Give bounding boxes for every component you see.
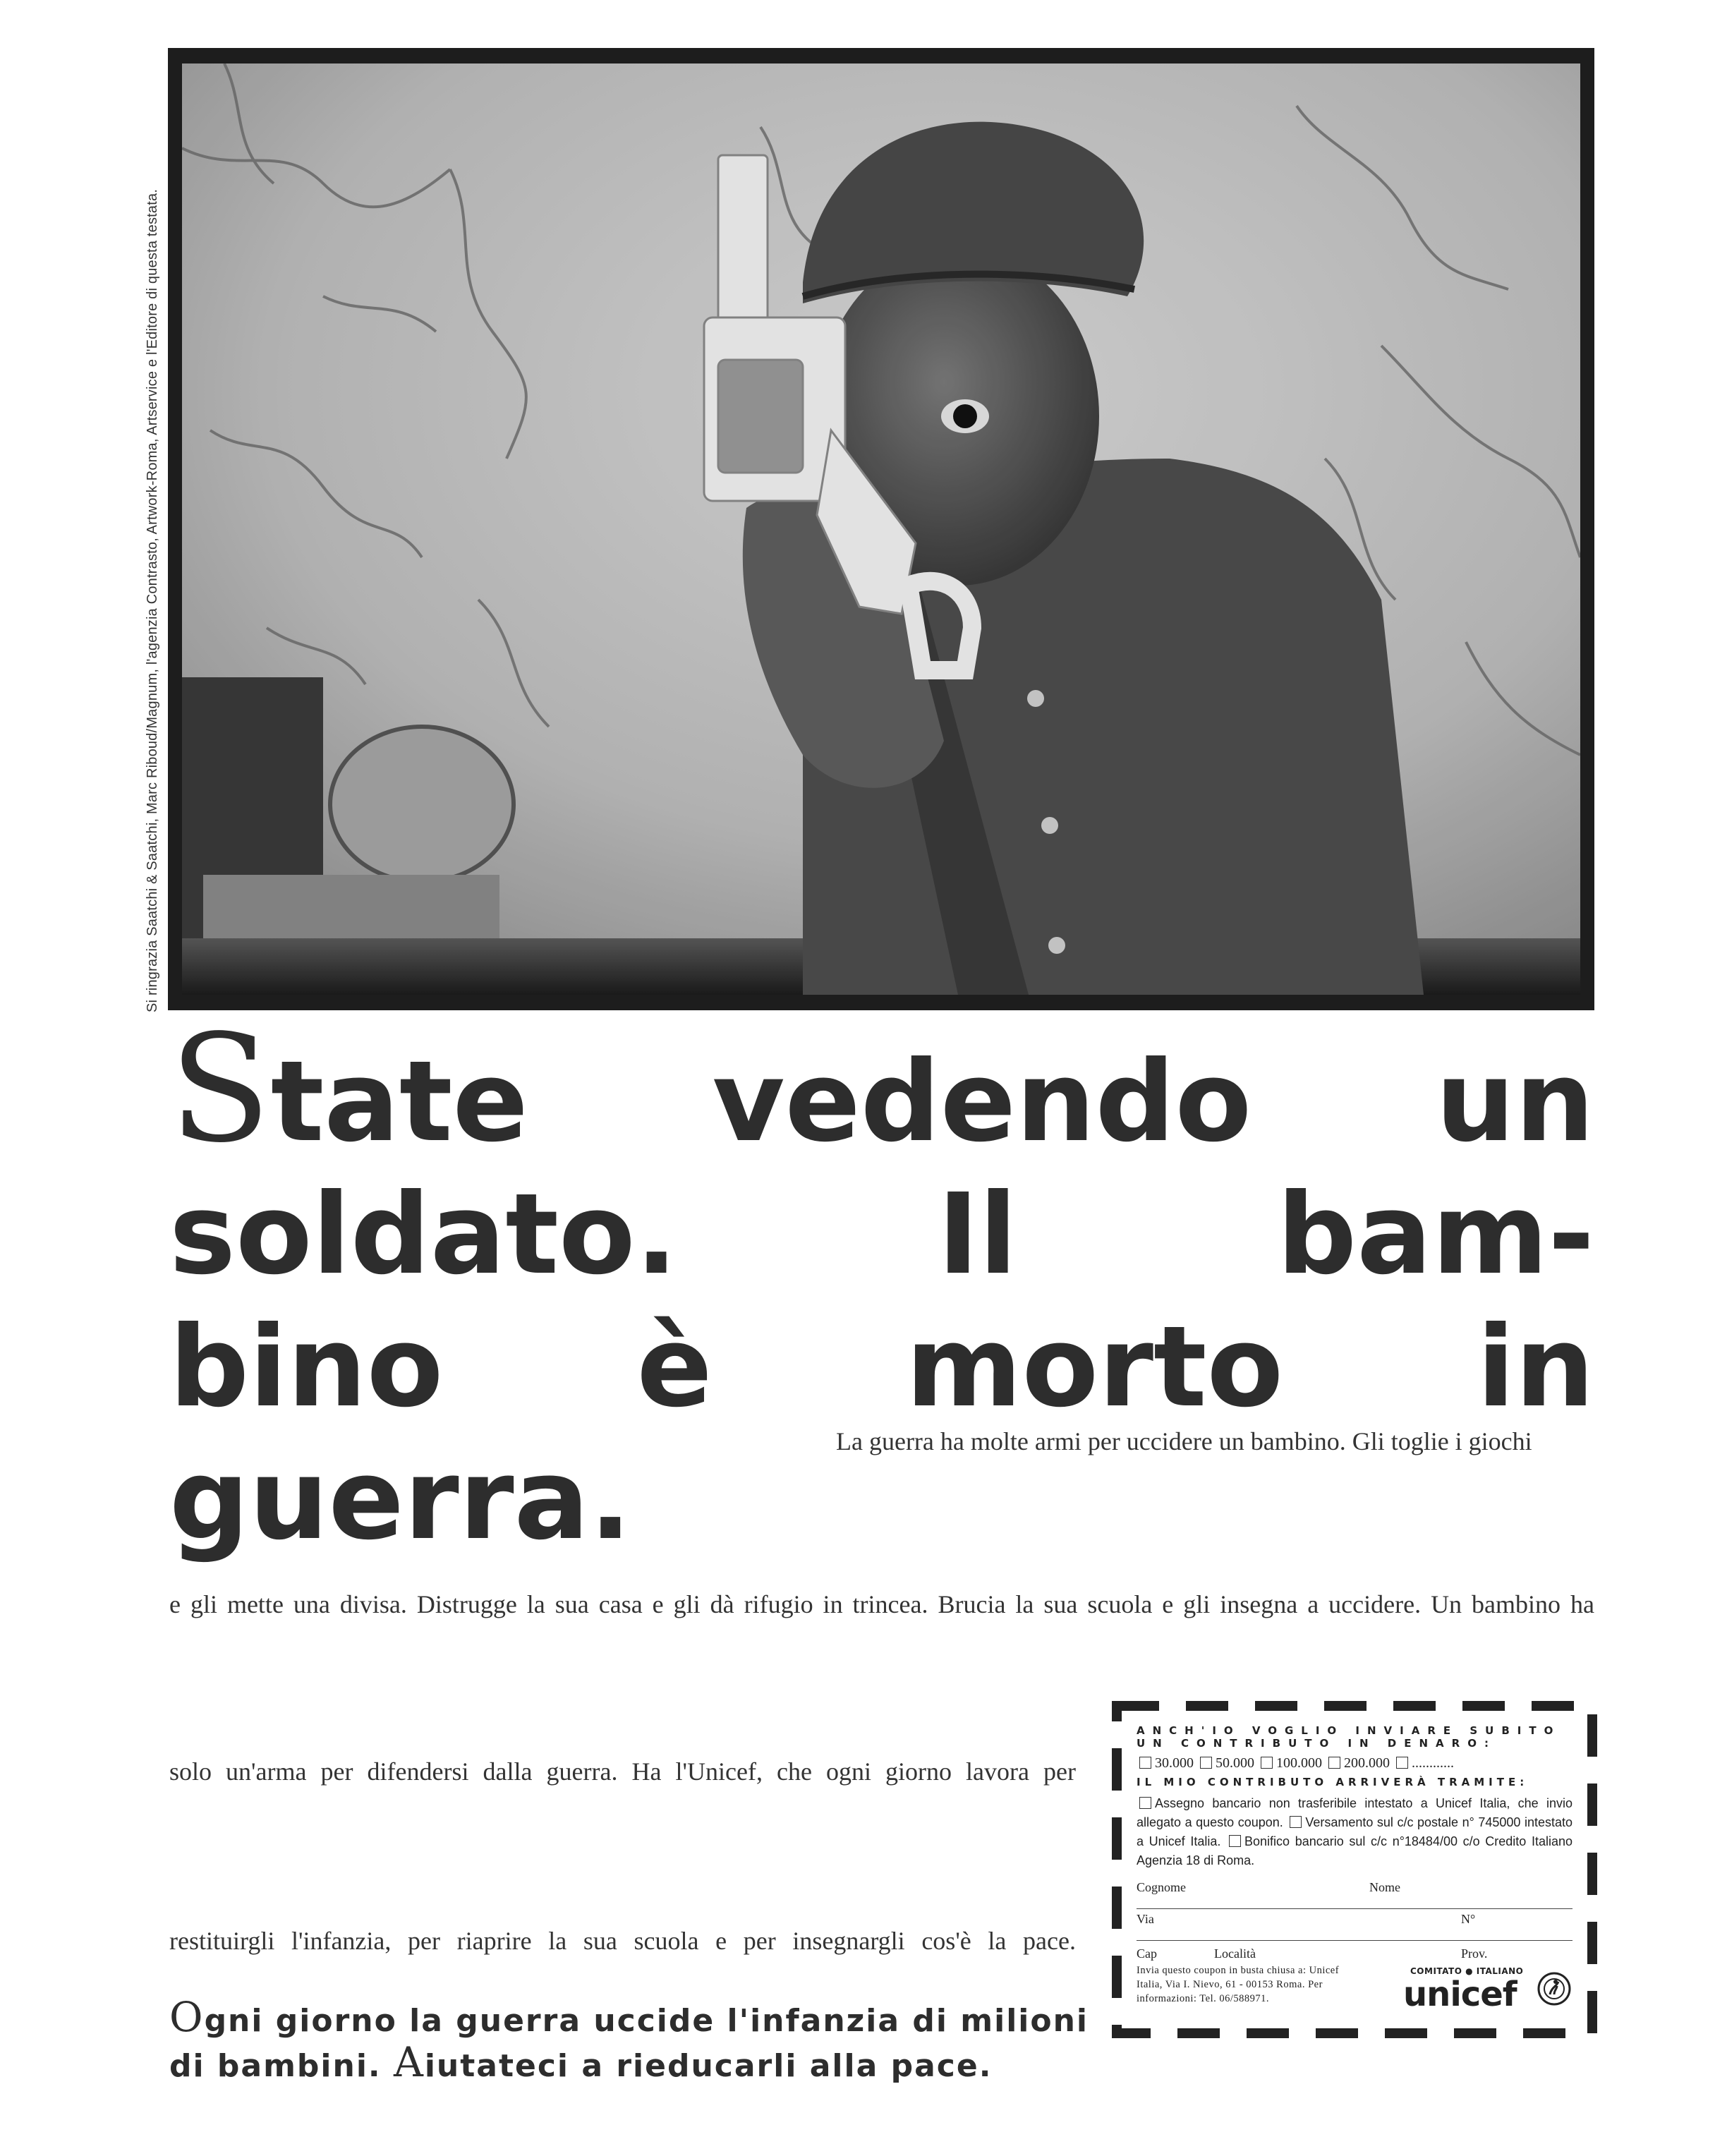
- amount-30000-checkbox[interactable]: [1139, 1757, 1151, 1769]
- coupon-footer: [1137, 1946, 1573, 2014]
- headline-line-1: State vedendo un: [169, 1003, 1594, 1175]
- amount-100000-checkbox[interactable]: [1261, 1757, 1273, 1769]
- amount-other-checkbox[interactable]: [1396, 1757, 1408, 1769]
- unicef-emblem-icon: [1536, 1970, 1573, 2007]
- payment-options: Assegno bancario non trasferibile intestato a Unicef Italia, che invio allegato a questo coupon. Versamento sul c/c postale n° 745000 intestato a Unicef Italia. Bonifico bancario sul c/c n°18484/00 c/o Credito Italiano Agenzia 18 di Roma.: [1137, 1796, 1573, 1867]
- nome-label: Nome: [1369, 1880, 1400, 1894]
- boy-with-toy-gun-photo: [182, 63, 1580, 995]
- address-row[interactable]: [1137, 1909, 1573, 1941]
- body-text-line-2: e gli mette una divisa. Distrugge la sua casa e gli dà rifugio in trincea. Brucia la sua scuola e gli insegna a uccidere. Un bambino ha: [169, 1590, 1594, 1618]
- coupon-heading-1: ANCH'IO VOGLIO INVIARE SUBITO: [1137, 1724, 1561, 1737]
- amount-other-field[interactable]: ............: [1412, 1755, 1454, 1771]
- bonifico-checkbox[interactable]: [1229, 1835, 1241, 1847]
- body-text-line-3: solo un'arma per difendersi dalla guerra. Ha l'Unicef, che ogni giorno lavora per: [169, 1757, 1076, 1786]
- body-text-line-4: restituirgli l'infanzia, per riaprire la sua scuola e per insegnargli cos'è la pace.: [169, 1927, 1076, 1955]
- address-fields: [1137, 1877, 1573, 1941]
- numero-label: N°: [1461, 1912, 1476, 1926]
- photo-credit: Si ringrazia Saatchi & Saatchi, Marc Riboud/Magnum, l'agenzia Contrasto, Artwork-Roma, Artservice e l'Editore di questa testata.: [145, 188, 160, 1012]
- tagline-line-2: di bambini. Aiutateci a rieducarli alla pace.: [169, 2038, 993, 2086]
- name-row[interactable]: [1137, 1877, 1573, 1909]
- localita-label: Località: [1214, 1946, 1256, 1961]
- send-instructions: Invia questo coupon in busta chiusa a: Unicef Italia, Via I. Nievo, 61 - 00153 Roma. Per informazioni: Tel. 06/588971.: [1137, 1965, 1340, 2004]
- cap-label: Cap: [1137, 1946, 1157, 1961]
- via-label: Via: [1137, 1912, 1154, 1926]
- assegno-checkbox[interactable]: [1139, 1797, 1151, 1809]
- amount-options: 30.000 50.000 100.000 200.000 ............: [1137, 1755, 1573, 1772]
- headline: [169, 1003, 1594, 1566]
- cognome-label: Cognome: [1137, 1880, 1186, 1894]
- prov-label: Prov.: [1461, 1946, 1488, 1961]
- headline-line-3: bino è morto in: [169, 1302, 1594, 1432]
- tagline: [169, 1993, 1089, 2087]
- body-text-line-1: La guerra ha molte armi per uccidere un bambino. Gli toglie i giochi: [836, 1427, 1532, 1455]
- amount-200000-checkbox[interactable]: [1328, 1757, 1340, 1769]
- logo-comitato-text: COMITATO ● ITALIANO: [1410, 1966, 1524, 1976]
- logo-brand-text: unicef: [1403, 1975, 1517, 2014]
- headline-line-4: guerra.: [169, 1435, 632, 1565]
- photo-frame: [168, 48, 1594, 1010]
- donation-coupon: [1111, 1700, 1598, 2039]
- payment-heading: IL MIO CONTRIBUTO ARRIVERÀ TRAMITE:: [1137, 1776, 1529, 1788]
- coupon-content: [1137, 1724, 1573, 2014]
- unicef-logo: [1396, 1963, 1573, 2013]
- coupon-heading-2: UN CONTRIBUTO IN DENARO:: [1137, 1737, 1496, 1750]
- headline-line-2: soldato. Il bam-: [169, 1170, 1594, 1300]
- amount-50000-checkbox[interactable]: [1200, 1757, 1212, 1769]
- versamento-checkbox[interactable]: [1290, 1816, 1302, 1828]
- tagline-line-1: Ogni giorno la guerra uccide l'infanzia di milioni: [169, 1993, 1089, 2041]
